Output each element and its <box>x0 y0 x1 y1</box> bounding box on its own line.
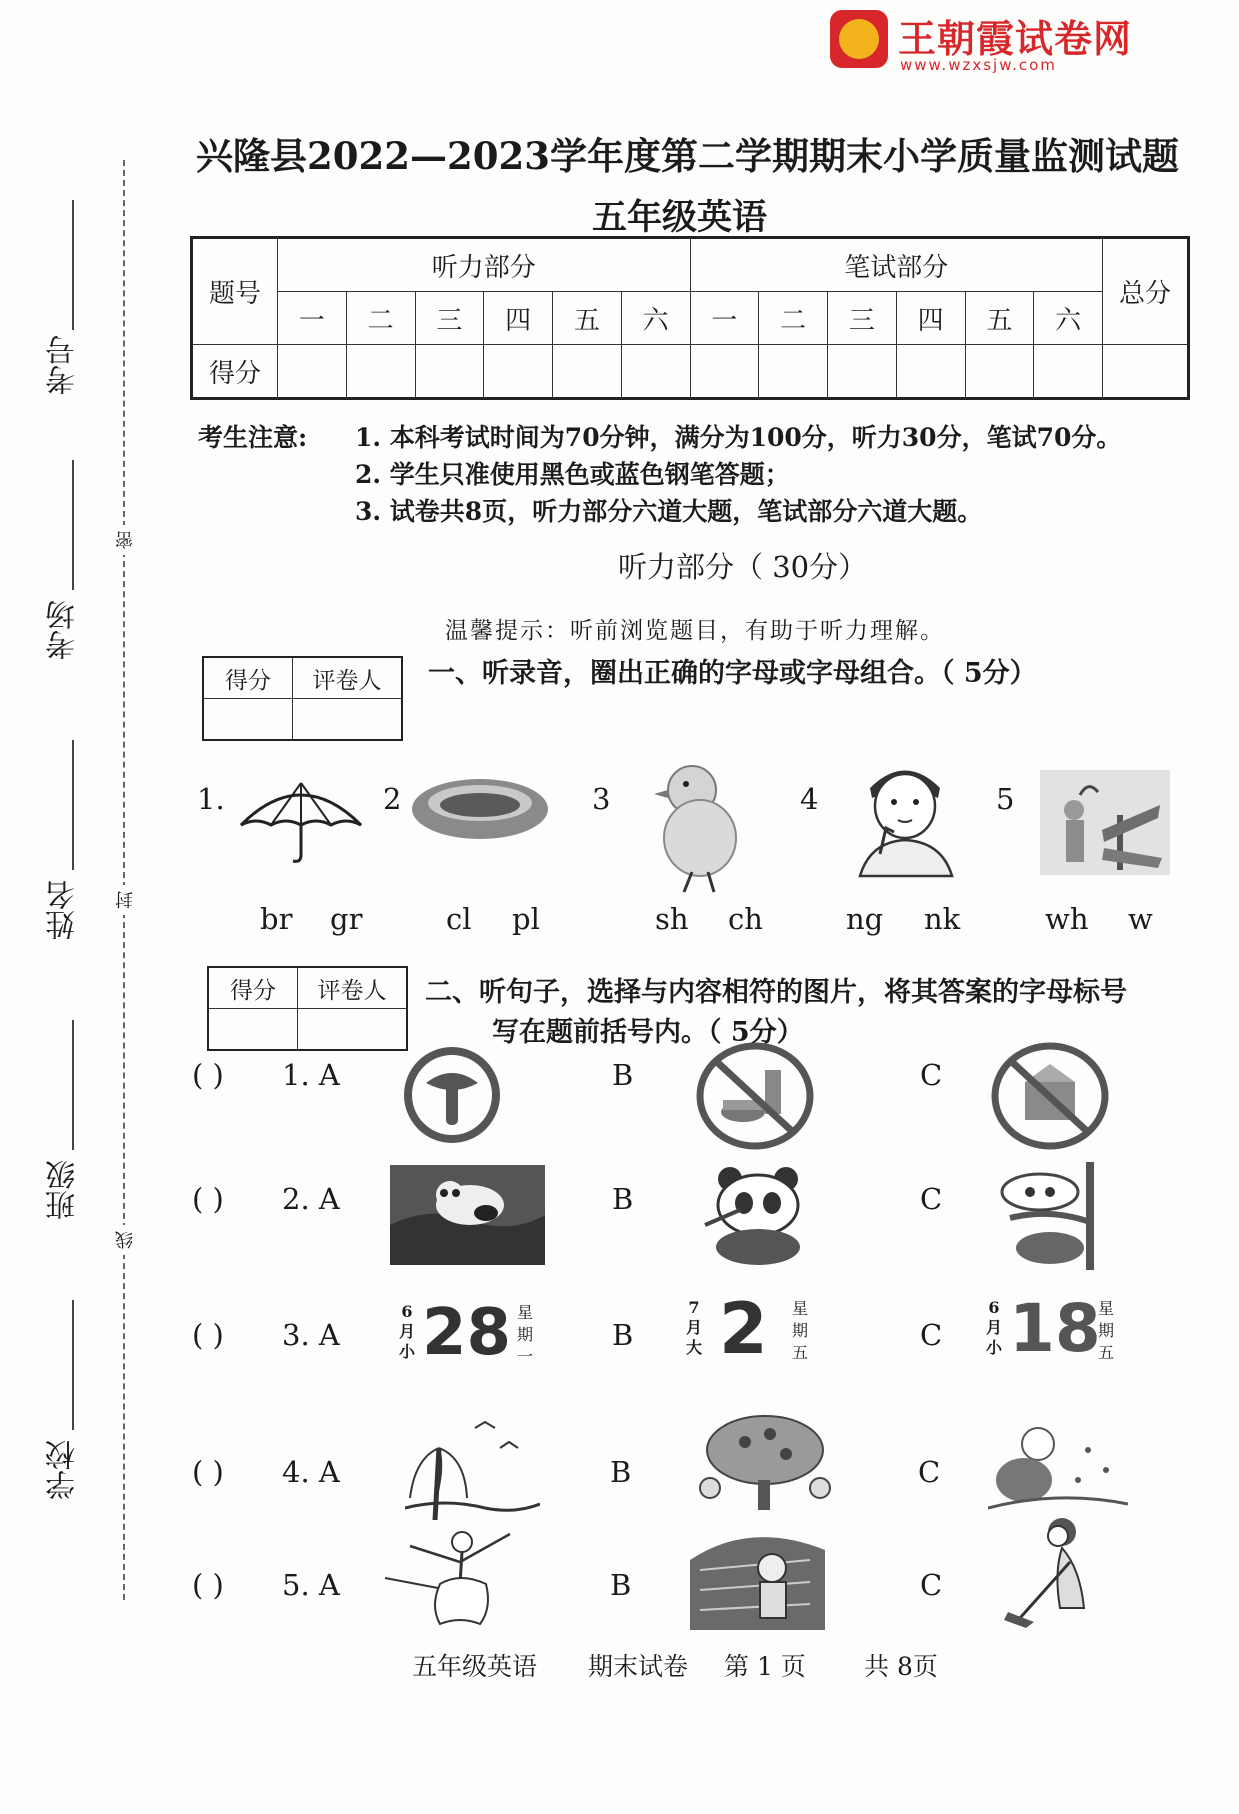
part2-row-2-label: 2. A <box>282 1182 340 1216</box>
no-littering-sign-icon <box>990 1042 1110 1150</box>
panda-sleeping-icon <box>390 1165 545 1265</box>
plate-icon <box>410 775 550 847</box>
writing-col-4: 四 <box>896 292 965 345</box>
seal-char-feng: 封 <box>113 885 139 915</box>
answer-bracket-5[interactable]: ( ) <box>192 1568 224 1602</box>
grader-score-cell[interactable] <box>203 699 293 741</box>
quiet-sign-icon <box>402 1045 502 1145</box>
grader-box-part2 <box>207 966 408 1051</box>
spring-willow-icon <box>405 1408 540 1520</box>
part2-row-4-option-c: C <box>918 1455 941 1489</box>
total-header: 总分 <box>1103 238 1189 345</box>
listening-heading: 听力部分（ 30分） <box>618 550 868 584</box>
score-row-header: 得分 <box>192 345 278 399</box>
part2-row-5-option-c: C <box>920 1568 943 1602</box>
score-cell[interactable] <box>896 345 965 399</box>
supermarket-shopping-icon <box>690 1520 825 1630</box>
notice-item-3: 3. 试卷共8页，听力部分六道大题，笔试部分六道大题。 <box>355 497 983 526</box>
watermark-name: 王朝霞试卷网 <box>898 17 1133 61</box>
part2-row-5-option-b: B <box>610 1568 632 1602</box>
part2-row-1-option-c: C <box>920 1058 943 1092</box>
seal-dashed-line <box>123 160 125 1600</box>
part1-item-3-choice-b[interactable]: ch <box>728 902 763 936</box>
writing-col-3: 三 <box>828 292 897 345</box>
part1-item-3-number: 3 <box>592 782 611 816</box>
part2-title-line1: 二、听句子，选择与内容相符的图片，将其答案的字母标号 <box>425 977 1127 1008</box>
part2-row-3-option-b: B <box>612 1318 634 1352</box>
notice-item-1: 1. 本科考试时间为70分钟，满分为100分，听力30分，笔试70分。 <box>355 423 1122 452</box>
score-cell[interactable] <box>965 345 1034 399</box>
chick-icon <box>652 760 742 895</box>
part1-item-5-choice-a[interactable]: wh <box>1045 902 1089 936</box>
score-cell[interactable] <box>415 345 484 399</box>
listening-col-1: 一 <box>278 292 347 345</box>
school-label: 学校 <box>46 1440 81 1500</box>
watermark-url: www.wzxsjw.com <box>900 56 1057 74</box>
score-cell[interactable] <box>346 345 415 399</box>
part1-item-5-choice-b[interactable]: w <box>1128 902 1153 936</box>
thinking-boy-icon <box>850 758 960 878</box>
part2-row-3-label: 3. A <box>282 1318 340 1352</box>
writing-col-5: 五 <box>965 292 1034 345</box>
writing-col-2: 二 <box>759 292 828 345</box>
notice-item-2: 2. 学生只准使用黑色或蓝色钢笔答题； <box>355 460 790 489</box>
panda-climbing-icon <box>990 1162 1125 1270</box>
autumn-apple-tree-icon <box>690 1412 840 1512</box>
grader-score-label: 得分 <box>203 657 293 699</box>
part2-row-2-option-c: C <box>920 1182 943 1216</box>
answer-bracket-2[interactable]: ( ) <box>192 1182 224 1216</box>
footer-exam: 期末试卷 <box>588 1652 689 1681</box>
exam-subtitle: 五年级英语 <box>591 197 767 238</box>
winter-snowman-icon <box>988 1420 1128 1512</box>
total-score-cell[interactable] <box>1103 345 1189 399</box>
part2-row-3-option-c: C <box>920 1318 943 1352</box>
part1-item-1-number: 1. <box>197 782 225 816</box>
calendar-a: 6 月 小 28 星 期 一 <box>398 1296 533 1370</box>
part2-row-1-label: 1. A <box>282 1058 340 1092</box>
writing-col-6: 六 <box>1034 292 1103 345</box>
answer-bracket-4[interactable]: ( ) <box>192 1455 224 1489</box>
name-label: 姓名 <box>46 880 81 940</box>
exam-room-line[interactable] <box>72 460 74 590</box>
exam-room-label: 考场 <box>46 600 81 660</box>
part1-item-4-number: 4 <box>800 782 819 816</box>
footer-subject: 五年级英语 <box>412 1652 538 1681</box>
listening-col-3: 三 <box>415 292 484 345</box>
grader-marker-cell[interactable] <box>298 1009 408 1051</box>
seal-icon <box>830 10 888 68</box>
calendar-b: 7 月 大 2 星 期 五 <box>685 1288 808 1370</box>
writing-header: 笔试部分 <box>690 238 1103 292</box>
watermark-logo <box>830 10 1160 74</box>
part1-item-4-choice-b[interactable]: nk <box>924 902 961 936</box>
score-cell[interactable] <box>759 345 828 399</box>
seal-char-xian: 线 <box>113 1225 139 1255</box>
class-label: 班级 <box>46 1160 81 1220</box>
part1-item-1-choice-b[interactable]: gr <box>330 902 363 936</box>
seal-char-mi: 密 <box>113 525 139 555</box>
name-line[interactable] <box>72 740 74 870</box>
listening-tip: 温馨提示：听前浏览题目，有助于听力理解。 <box>445 618 945 644</box>
answer-bracket-3[interactable]: ( ) <box>192 1318 224 1352</box>
exam-number-label: 考号 <box>46 335 81 395</box>
grader-score-cell[interactable] <box>208 1009 298 1051</box>
score-cell[interactable] <box>484 345 553 399</box>
exam-title: 兴隆县2022—2023学年度第二学期期末小学质量监测试题 <box>196 134 1179 178</box>
question-number-header: 题号 <box>192 238 278 345</box>
grader-marker-label: 评卷人 <box>298 967 408 1009</box>
footer-total-pages: 共 8页 <box>864 1652 938 1681</box>
class-line[interactable] <box>72 1020 74 1150</box>
score-table <box>190 236 1190 400</box>
listening-col-6: 六 <box>621 292 690 345</box>
listening-col-4: 四 <box>484 292 553 345</box>
part1-item-2-choice-b[interactable]: pl <box>512 902 540 936</box>
no-food-drink-sign-icon <box>695 1042 815 1150</box>
notice-label: 考生注意: <box>198 423 308 452</box>
umbrella-icon <box>236 775 366 865</box>
part1-item-5-number: 5 <box>996 782 1015 816</box>
girl-dancing-icon <box>380 1528 515 1628</box>
part1-item-2-choice-a[interactable]: cl <box>446 902 472 936</box>
part2-row-5-label: 5. A <box>282 1568 340 1602</box>
calendar-c: 6 月 小 18 星 期 五 <box>985 1290 1114 1367</box>
part2-title-line2: 写在题前括号内。（ 5分） <box>492 1017 804 1048</box>
score-cell[interactable] <box>553 345 622 399</box>
part2-row-4-label: 4. A <box>282 1455 340 1489</box>
answer-bracket-1[interactable]: ( ) <box>192 1058 224 1092</box>
score-cell[interactable] <box>621 345 690 399</box>
listening-col-2: 二 <box>346 292 415 345</box>
part1-item-3-choice-a[interactable]: sh <box>655 902 689 936</box>
score-cell[interactable] <box>278 345 347 399</box>
listening-col-5: 五 <box>553 292 622 345</box>
score-cell[interactable] <box>1034 345 1103 399</box>
writing-col-1: 一 <box>690 292 759 345</box>
panda-eating-bamboo-icon <box>700 1165 815 1265</box>
grader-marker-label: 评卷人 <box>293 657 403 699</box>
part1-item-4-choice-a[interactable]: ng <box>846 902 884 936</box>
which-way-sign-icon <box>1040 770 1170 875</box>
grader-score-label: 得分 <box>208 967 298 1009</box>
score-cell[interactable] <box>828 345 897 399</box>
part1-title: 一、听录音，圈出正确的字母或字母组合。（ 5分） <box>428 658 1037 689</box>
part1-item-1-choice-a[interactable]: br <box>260 902 293 936</box>
footer-page: 第 1 页 <box>724 1652 806 1681</box>
listening-header: 听力部分 <box>278 238 691 292</box>
part2-row-2-option-b: B <box>612 1182 634 1216</box>
school-line[interactable] <box>72 1300 74 1430</box>
part2-row-4-option-b: B <box>610 1455 632 1489</box>
score-cell[interactable] <box>690 345 759 399</box>
girl-sweeping-icon <box>1000 1512 1110 1630</box>
part2-row-1-option-b: B <box>612 1058 634 1092</box>
part1-item-2-number: 2 <box>383 782 402 816</box>
grader-box-part1 <box>202 656 403 741</box>
grader-marker-cell[interactable] <box>293 699 403 741</box>
